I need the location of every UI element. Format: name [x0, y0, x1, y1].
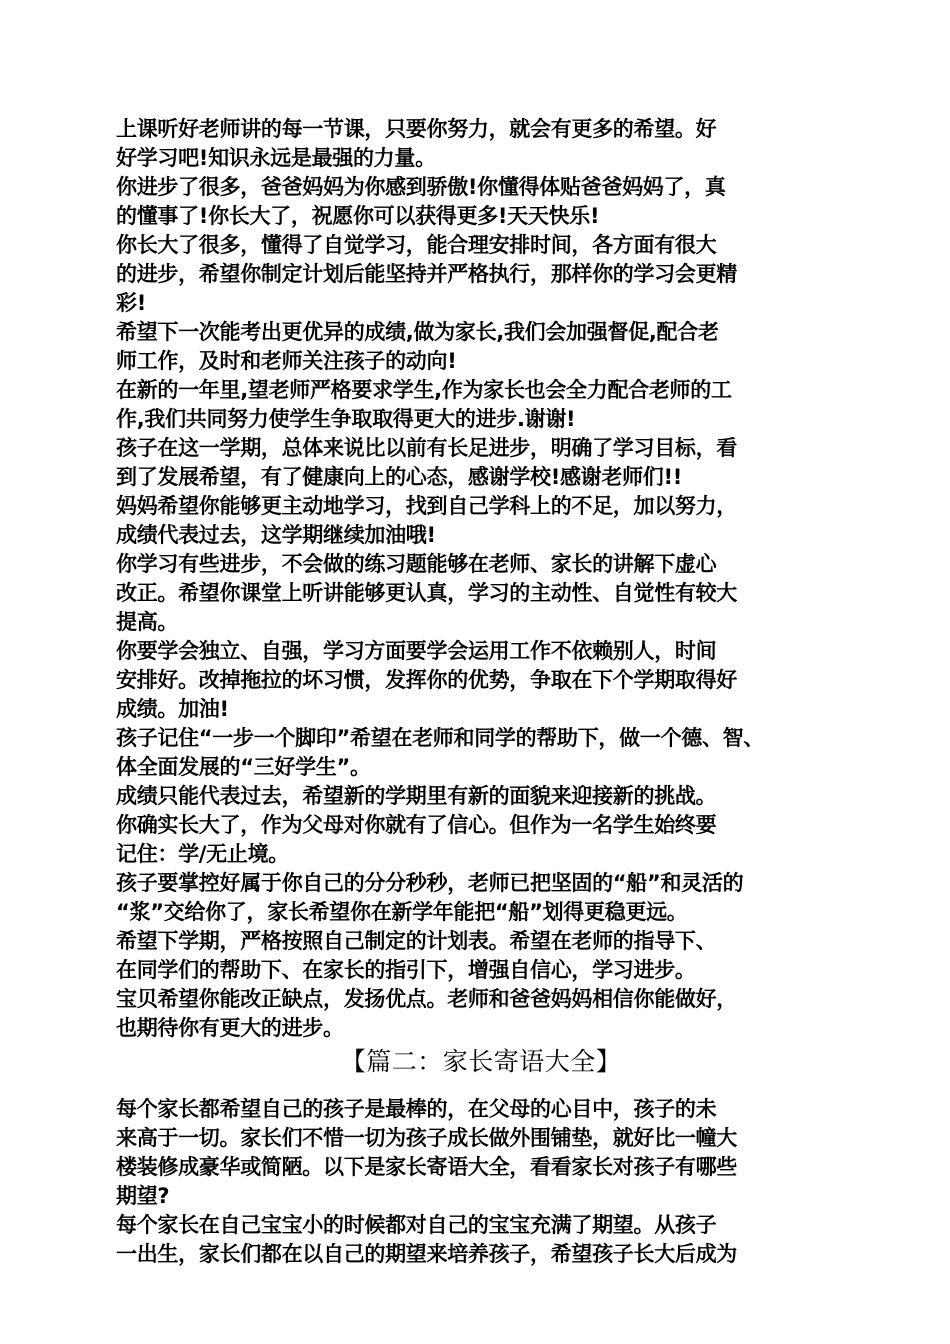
text-line: 期望?	[116, 1184, 170, 1208]
text-line: 来高于一切。家长们不惜一切为孩子成长做外围铺垫，就好比一幢大	[116, 1126, 737, 1150]
text-line: 你确实长大了，作为父母对你就有了信心。但作为一名学生始终要	[116, 813, 717, 837]
text-line: 希望下学期，严格按照自己制定的计划表。希望在老师的指导下、	[116, 929, 717, 953]
text-line: 一出生，家长们都在以自己的期望来培养孩子，希望孩子长大后成为	[116, 1242, 737, 1266]
text-line: 你长大了很多，懂得了自觉学习，能合理安排时间，各方面有很大	[116, 233, 717, 257]
text-line: 到了发展希望，有了健康向上的心态，感谢学校!感谢老师们!!	[116, 465, 683, 489]
section-heading: 【篇二：家长寄语大全】	[340, 1047, 622, 1076]
text-line: 孩子记住“一步一个脚印”希望在老师和同学的帮助下，做一个德、智、	[116, 726, 765, 750]
text-line: 记住：学/无止境。	[116, 842, 289, 866]
text-line: 彩!	[116, 291, 146, 315]
text-line: 你进步了很多，爸爸妈妈为你感到骄傲!你懂得体贴爸爸妈妈了，真	[116, 175, 726, 199]
section-one	[116, 115, 846, 1043]
text-line: 作,我们共同努力使学生争取取得更大的进步.谢谢!	[116, 407, 576, 431]
text-line: 孩子要掌控好属于你自己的分分秒秒，老师已把坚固的“船”和灵活的	[116, 871, 744, 895]
text-line: 提高。	[116, 610, 179, 634]
document-body	[116, 115, 846, 1269]
text-line: 你学习有些进步，不会做的练习题能够在老师、家长的讲解下虚心	[116, 552, 717, 576]
text-line: “浆”交给你了，家长希望你在新学年能把“船”划得更稳更远。	[116, 900, 688, 924]
text-line: 师工作，及时和老师关注孩子的动向!	[116, 349, 457, 373]
text-line: 楼装修成豪华或简陋。以下是家长寄语大全，看看家长对孩子有哪些	[116, 1155, 737, 1179]
text-line: 你要学会独立、自强，学习方面要学会运用工作不依赖别人，时间	[116, 639, 717, 663]
text-line: 成绩代表过去，这学期继续加油哦!	[116, 523, 436, 547]
text-line: 改正。希望你课堂上听讲能够更认真，学习的主动性、自觉性有较大	[116, 581, 737, 605]
text-line: 在同学们的帮助下、在家长的指引下，增强自信心，学习进步。	[116, 958, 696, 982]
text-line: 每个家长都希望自己的孩子是最棒的，在父母的心目中，孩子的未	[116, 1097, 717, 1121]
text-line: 好学习吧!知识永远是最强的力量。	[116, 146, 436, 170]
text-line: 孩子在这一学期，总体来说比以前有长足进步，明确了学习目标，看	[116, 436, 737, 460]
text-line: 妈妈希望你能够更主动地学习，找到自己学科上的不足，加以努力，	[116, 494, 737, 518]
text-line: 希望下一次能考出更优异的成绩,做为家长,我们会加强督促,配合老	[116, 320, 719, 344]
text-line: 成绩只能代表过去，希望新的学期里有新的面貌来迎接新的挑战。	[116, 784, 717, 808]
text-line: 每个家长在自己宝宝小的时候都对自己的宝宝充满了期望。从孩子	[116, 1213, 717, 1237]
text-line: 的进步，希望你制定计划后能坚持并严格执行，那样你的学习会更精	[116, 262, 737, 286]
text-line: 安排好。改掉拖拉的坏习惯，发挥你的优势，争取在下个学期取得好	[116, 668, 737, 692]
text-line: 的懂事了!你长大了，祝愿你可以获得更多!天天快乐!	[116, 204, 600, 228]
text-line: 体全面发展的“三好学生”。	[116, 755, 371, 779]
section-two	[116, 1095, 846, 1269]
text-line: 上课听好老师讲的每一节课，只要你努力，就会有更多的希望。好	[116, 117, 717, 141]
text-line: 成绩。加油!	[116, 697, 229, 721]
text-line: 也期待你有更大的进步。	[116, 1016, 344, 1040]
text-line: 宝贝希望你能改正缺点，发扬优点。老师和爸爸妈妈相信你能做好，	[116, 987, 737, 1011]
text-line: 在新的一年里,望老师严格要求学生,作为家长也会全力配合老师的工	[116, 378, 732, 402]
